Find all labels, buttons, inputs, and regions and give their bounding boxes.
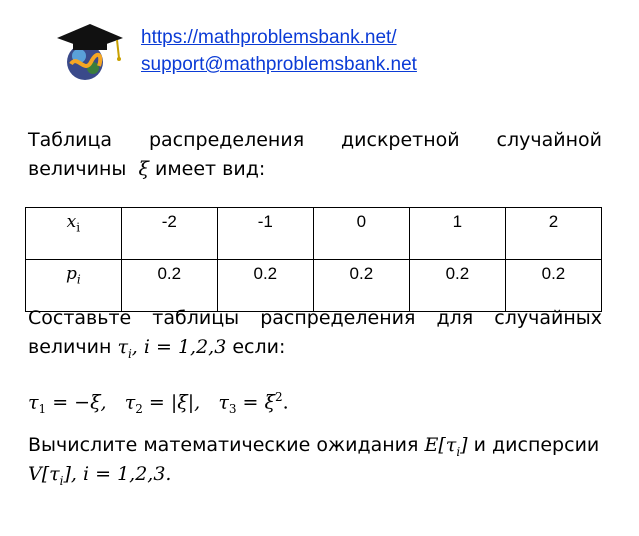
table-cell: 1 <box>409 208 505 260</box>
table-cell: 0.2 <box>409 260 505 312</box>
site-link[interactable]: https://mathproblemsbank.net/ <box>141 27 397 48</box>
final-text: Вычислите математические ожидания <box>28 434 419 456</box>
xi-symbol: ξ <box>138 158 149 180</box>
header-links <box>141 24 417 78</box>
table-cell: 0.2 <box>313 260 409 312</box>
index-condition: , i = 1,2,3 <box>131 336 227 358</box>
task-line-1 <box>28 304 602 333</box>
tau-var: $\tau_i$ <box>117 336 132 361</box>
table-row <box>26 208 602 260</box>
site-logo <box>55 16 125 82</box>
table-cell: 0.2 <box>121 260 217 312</box>
table-cell: -2 <box>121 208 217 260</box>
intro-word: дискретной <box>341 129 460 151</box>
row-header-p: $p_i$ <box>26 260 122 312</box>
table-cell: 0.2 <box>217 260 313 312</box>
table-cell: 2 <box>505 208 601 260</box>
row-header-x: $x_i$ <box>26 208 122 260</box>
email-link[interactable]: support@mathproblemsbank.net <box>141 54 417 75</box>
intro-suffix: имеет вид: <box>155 158 266 180</box>
intro-prefix: величины <box>28 158 127 180</box>
table-cell: -1 <box>217 208 313 260</box>
distribution-table <box>25 207 602 312</box>
final-and: и дисперсии <box>473 434 600 456</box>
task-word: Составьте <box>28 307 132 329</box>
task-word: для <box>436 307 474 329</box>
intro-line-2 <box>28 155 602 184</box>
variance-expr: $V[\tau_i]$, i = 1,2,3. <box>28 463 172 488</box>
task-word: таблицы <box>152 307 240 329</box>
intro-word: случайной <box>496 129 602 151</box>
intro-line-1 <box>28 126 602 155</box>
intro-word: Таблица <box>28 129 113 151</box>
table-cell: 0 <box>313 208 409 260</box>
task-word: случайных <box>494 307 603 329</box>
expectation-expr: $E[\tau_i]$ <box>424 434 468 459</box>
transform-formula: $\tau_1 = -\xi$, $\tau_2 = |\xi|$, $\tau_3 = \xi^2$. <box>28 390 289 417</box>
intro-word: распределения <box>148 129 305 151</box>
task-suffix: если: <box>232 336 286 358</box>
task-prefix: величин <box>28 336 112 358</box>
task-line-2 <box>28 333 602 369</box>
final-line-2 <box>28 460 602 496</box>
task-word: распределения <box>260 307 416 329</box>
table-cell: 0.2 <box>505 260 601 312</box>
